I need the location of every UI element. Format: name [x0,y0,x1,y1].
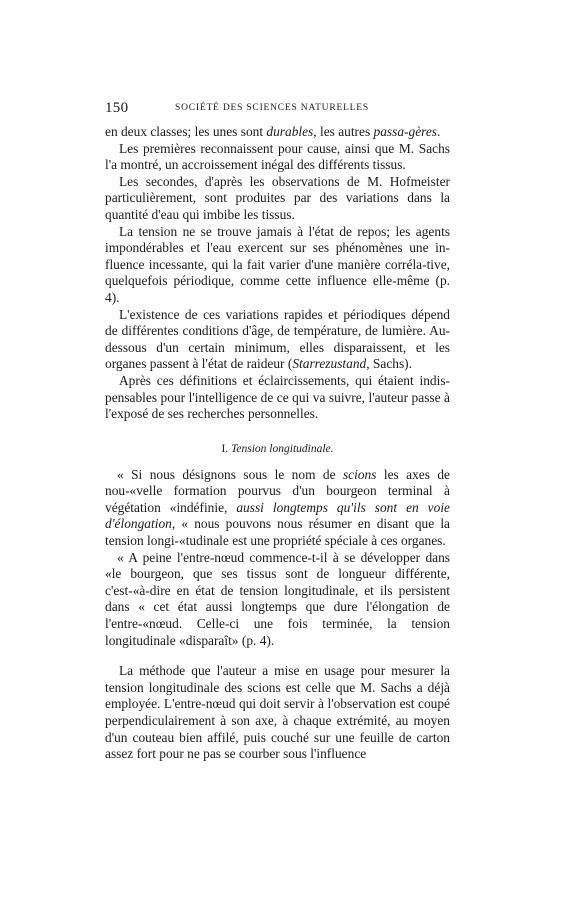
page [105,100,450,763]
page-number: 150 [105,100,129,116]
running-head: SOCIÉTÉ DES SCIENCES NATURELLES [175,103,369,113]
body-text [105,124,450,763]
section-heading [105,443,450,455]
quote-paragraph: « Si nous désignons sous le nom de scions les axes de nou-«velle formation pourvus d'un bourgeon terminal à végétation «indéfinie, aussi longtemps qu'ils sont en voie d'élongation, « nous pouvons nous résumer en disant que la tension longi-«tudinale est une propriété spéciale à ces organes. [105,466,450,549]
paragraph: La méthode que l'auteur a mise en usage pour mesurer la tension longitudinale des scions est celle que M. Sachs a déjà employée. L'entre-nœud qui doit servir à l'observation est coupé perpendiculairement à son axe, à chaque extrémité, au moyen d'un couteau bien affilé, puis couché sur une feuille de carton assez fort pour ne pas se courber sous l'influence [105,663,450,762]
paragraph: La tension ne se trouve jamais à l'état de repos; les agents impondérables et l'eau exercent sur ses phénomènes une in-fluence incessante, qui la fait varier d'une manière corréla-tive, quelquefois périodique, comme cette influence elle-même (p. 4). [105,223,450,305]
quotation [105,467,450,650]
paragraph: Les secondes, d'après les observations de M. Hofmeister particulièrement, sont produites par des variations dans la quantité d'eau qui imbibe les tissus. [105,173,450,222]
page-header [105,100,450,124]
quote-paragraph: « A peine l'entre-nœud commence-t-il à se développer dans «le bourgeon, que ses tissus sont de longueur différente, c'est-«à-dire en état de tension longitudinale, et ils persistent dans « cet état aussi longtemps que dure l'élongation de l'entre-«nœud. Celle-ci une fois terminée, la tension longitudinale «disparaît» (p. 4). [105,549,450,648]
paragraph-continuation: en deux classes; les unes sont durables, les autres passa-gères. [105,124,441,139]
paragraph: L'existence de ces variations rapides et périodiques dépend de différentes conditions d'âge, de température, de lumière. Au-dessous d'un certain minimum, elles disparaissent, et les organes passent à l'état de raideur (Starrezustand, Sachs). [105,306,450,372]
section-title: Tension longitudinale. [231,442,334,455]
paragraph: Les premières reconnaissent pour cause, ainsi que M. Sachs l'a montré, un accroissement inégal des différents tissus. [105,140,450,173]
paragraph: Après ces définitions et éclaircissements, qui étaient indis-pensables pour l'intelligence de ce qui va suivre, l'auteur passe à l'exposé de ses recherches personnelles. [105,372,450,422]
section-number: I. [221,442,229,455]
